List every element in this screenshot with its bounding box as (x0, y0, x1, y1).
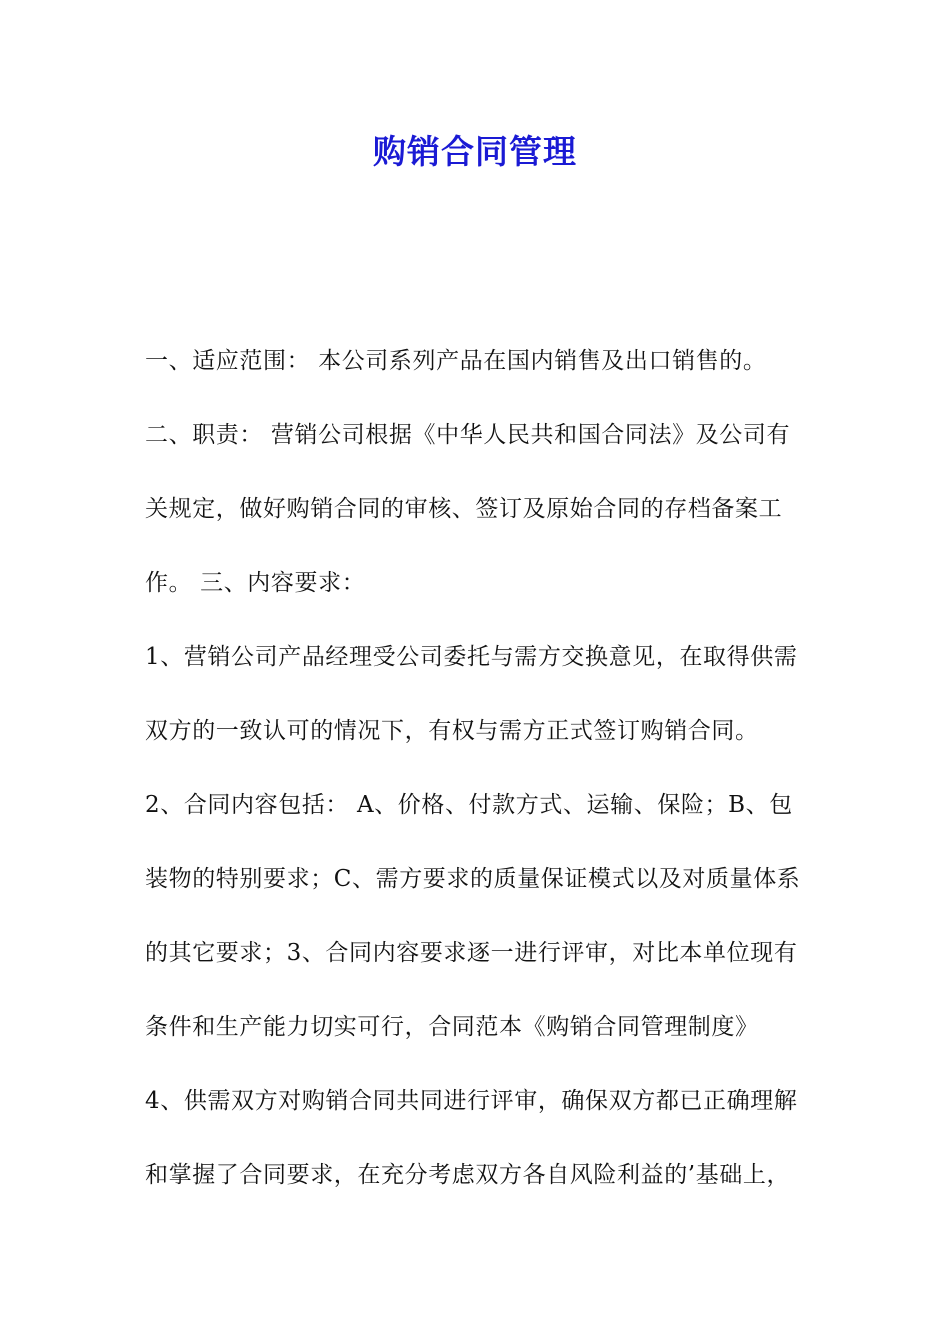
body-line-8: 装物的特别要求；C、需方要求的质量保证模式以及对质量体系 (145, 866, 801, 892)
body-line-2: 二、职责： 营销公司根据《中华人民共和国合同法》及公司有 (145, 422, 791, 448)
document-body (145, 334, 815, 1222)
body-line-4: 作。 三、内容要求： (145, 570, 366, 596)
body-line-1: 一、适应范围： 本公司系列产品在国内销售及出口销售的。 (145, 348, 767, 374)
document-title: 购销合同管理 (373, 132, 577, 171)
body-line-12: 和掌握了合同要求，在充分考虑双方各自风险利益的’基础上， (145, 1162, 791, 1188)
body-line-6: 双方的一致认可的情况下，有权与需方正式签订购销合同。 (145, 718, 759, 744)
body-line-3: 关规定，做好购销合同的审核、签订及原始合同的存档备案工 (145, 496, 783, 522)
body-line-10: 条件和生产能力切实可行，合同范本《购销合同管理制度》 (145, 1014, 759, 1040)
body-line-9: 的其它要求；3、合同内容要求逐一进行评审，对比本单位现有 (145, 940, 798, 966)
body-line-11: 4、供需双方对购销合同共同进行评审，确保双方都已正确理解 (145, 1088, 798, 1114)
body-line-5: 1、营销公司产品经理受公司委托与需方交换意见，在取得供需 (145, 644, 798, 670)
body-line-7: 2、合同内容包括： A、价格、付款方式、运输、保险；B、包 (145, 792, 793, 818)
